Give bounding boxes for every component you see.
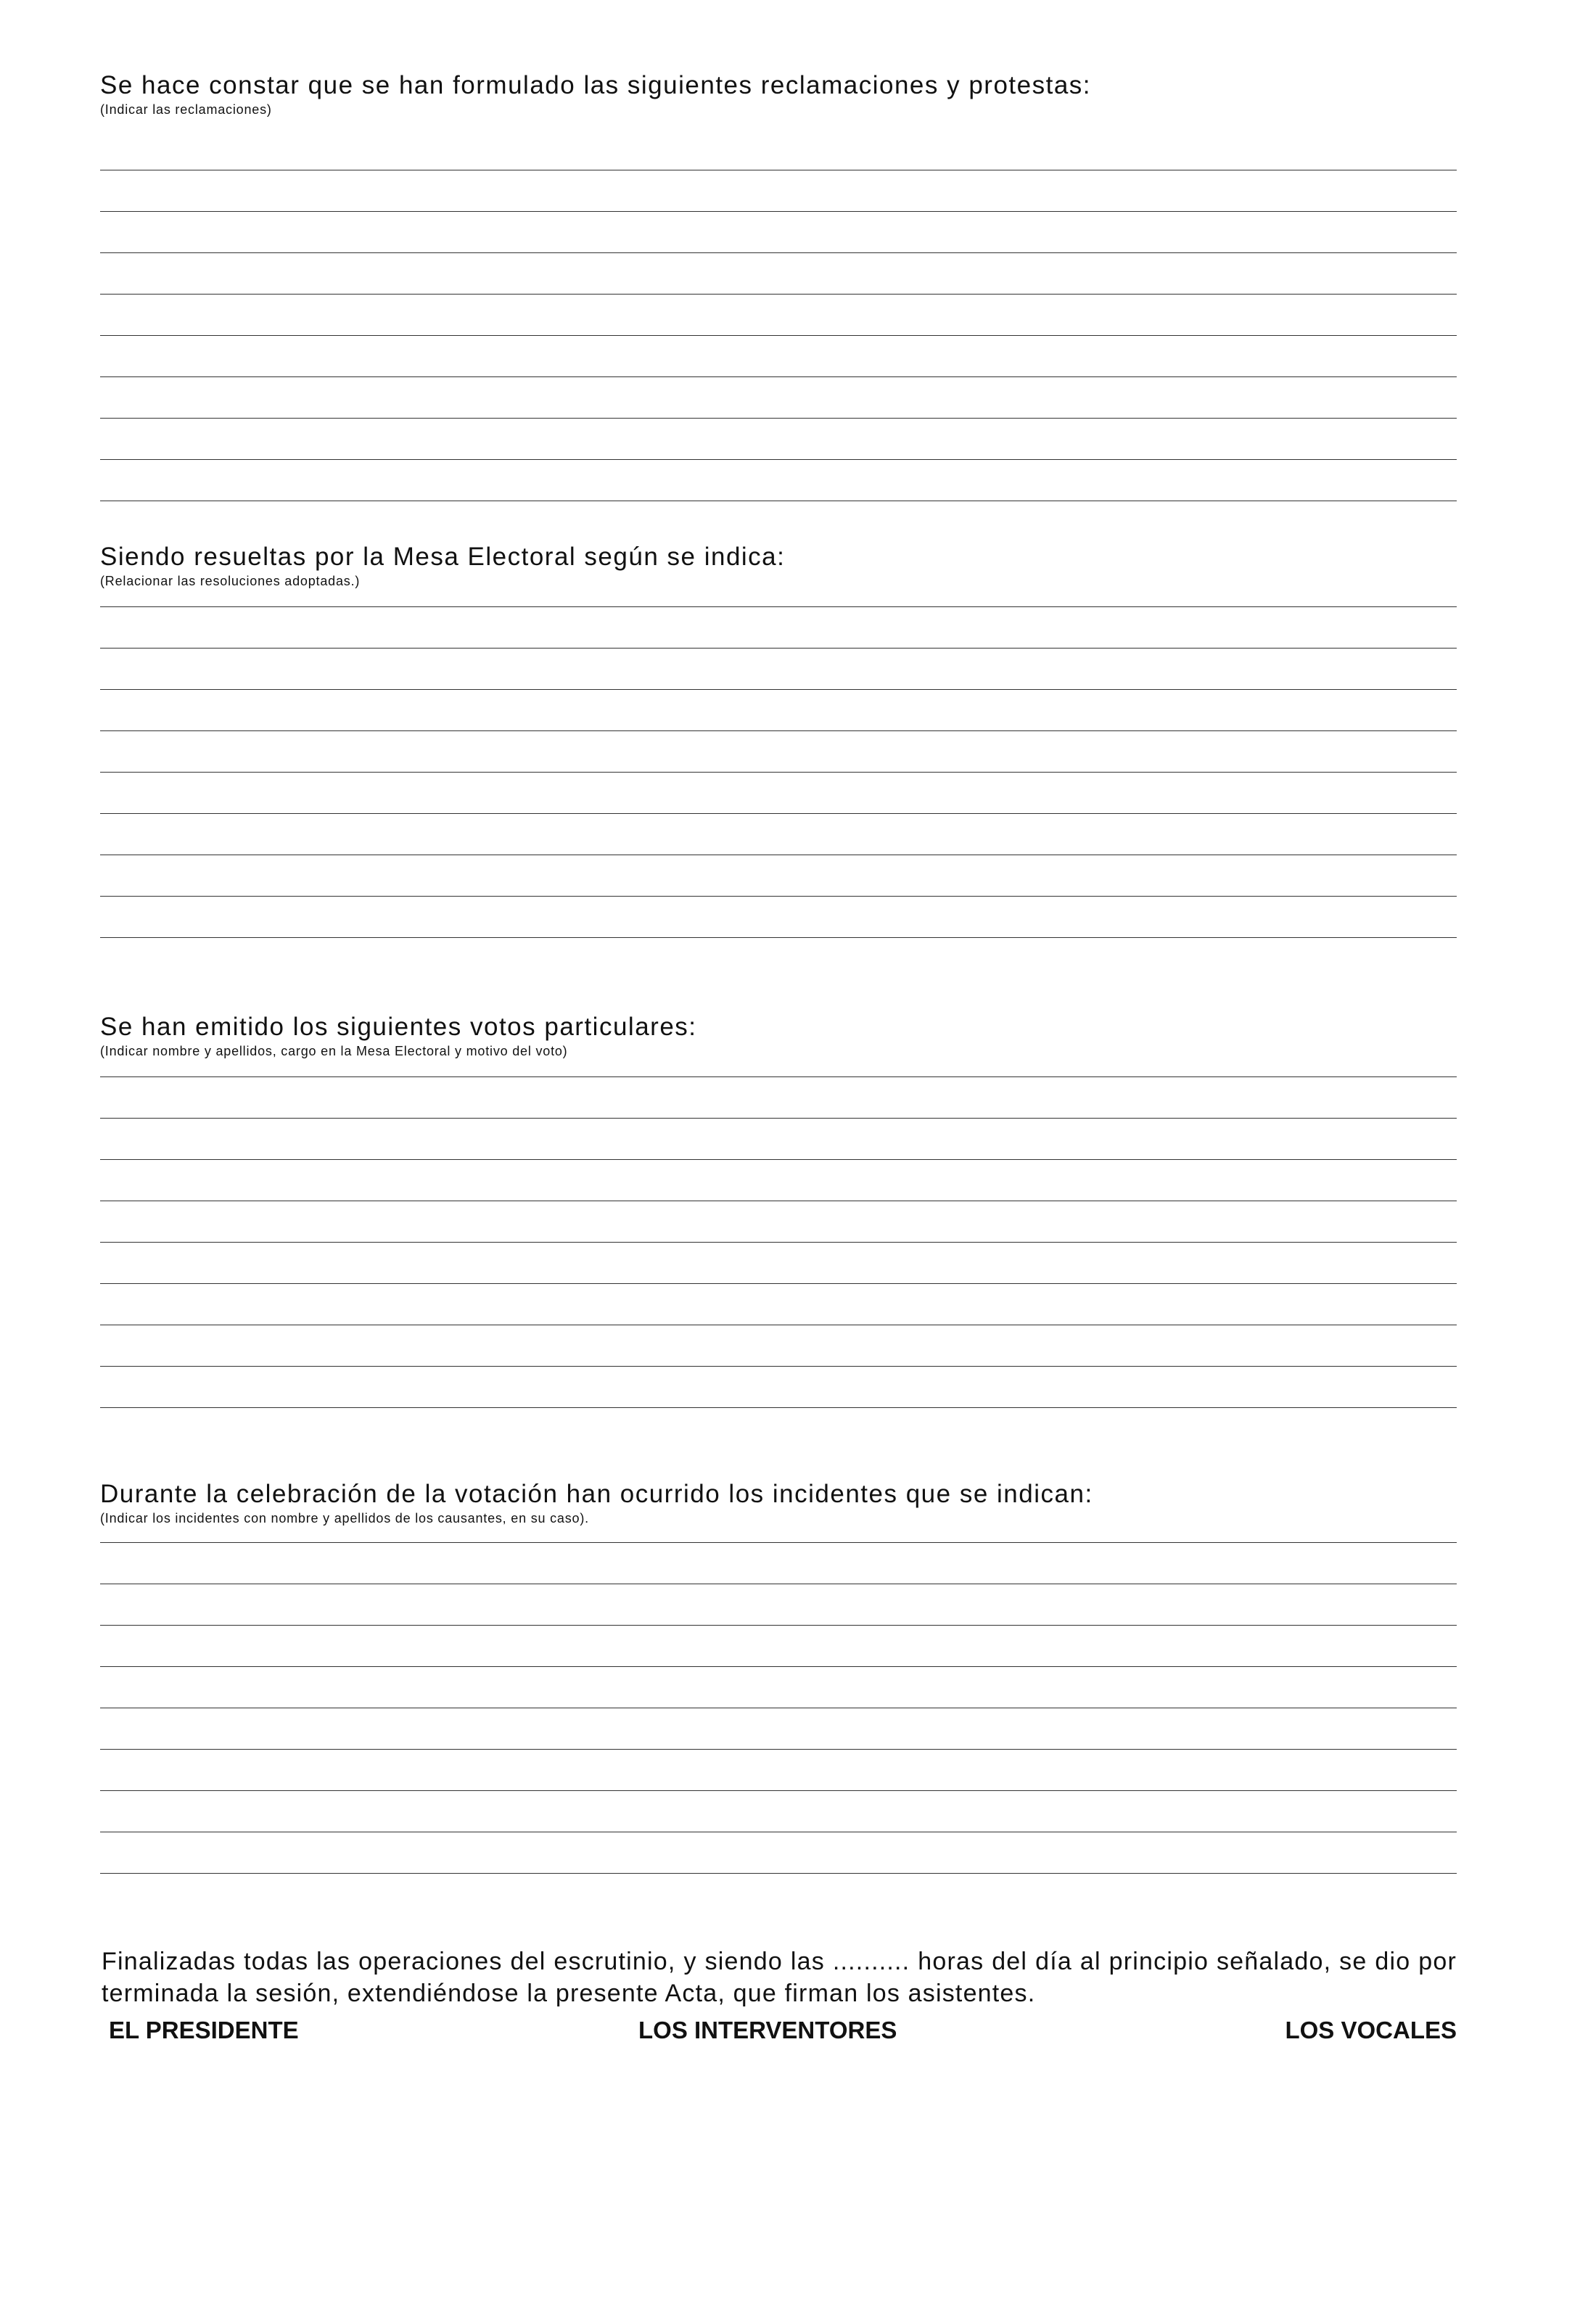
- writing-line[interactable]: [100, 1366, 1457, 1367]
- writing-line[interactable]: [100, 1790, 1457, 1791]
- signature-vocales: LOS VOCALES: [1285, 2017, 1457, 2043]
- section-note: (Relacionar las resoluciones adoptadas.): [100, 574, 361, 588]
- writing-line[interactable]: [100, 376, 1457, 377]
- writing-line[interactable]: [100, 813, 1457, 814]
- writing-line[interactable]: [100, 1283, 1457, 1284]
- section-note: (Indicar las reclamaciones): [100, 102, 272, 117]
- writing-line[interactable]: [100, 418, 1457, 419]
- closing-paragraph: Finalizadas todas las operaciones del escrutinio, y siendo las .......... horas del día al principio señalado, se dio por terminada la sesión, extendiéndose la presente Acta, que firman los asistentes.: [102, 1948, 1457, 2007]
- signature-row: [109, 2017, 1457, 2049]
- section-incidentes: [100, 1480, 1457, 1526]
- writing-line[interactable]: [100, 1625, 1457, 1626]
- signature-president: EL PRESIDENTE: [109, 2017, 299, 2043]
- writing-line[interactable]: [100, 1542, 1457, 1543]
- section-title: Se hace constar que se han formulado las siguientes reclamaciones y protestas:: [100, 71, 1092, 99]
- writing-line[interactable]: [100, 459, 1457, 460]
- writing-line[interactable]: [100, 730, 1457, 731]
- writing-line[interactable]: [100, 896, 1457, 897]
- writing-line[interactable]: [100, 1749, 1457, 1750]
- section-title: Durante la celebración de la votación han ocurrido los incidentes que se indican:: [100, 1480, 1093, 1508]
- section-resoluciones: [100, 543, 1457, 589]
- writing-line[interactable]: [100, 1242, 1457, 1243]
- section-note: (Indicar los incidentes con nombre y apellidos de los causantes, en su caso).: [100, 1511, 589, 1526]
- writing-line[interactable]: [100, 606, 1457, 607]
- section-reclamaciones: [100, 71, 1457, 118]
- writing-line[interactable]: [100, 1076, 1457, 1077]
- writing-line[interactable]: [100, 1118, 1457, 1119]
- writing-line[interactable]: [100, 772, 1457, 773]
- writing-line[interactable]: [100, 689, 1457, 690]
- writing-line[interactable]: [100, 1666, 1457, 1667]
- writing-line[interactable]: [100, 1159, 1457, 1160]
- section-title: Se han emitido los siguientes votos particulares:: [100, 1013, 697, 1041]
- signature-interventores: LOS INTERVENTORES: [638, 2017, 897, 2043]
- writing-line[interactable]: [100, 335, 1457, 336]
- section-note: (Indicar nombre y apellidos, cargo en la Mesa Electoral y motivo del voto): [100, 1044, 568, 1058]
- writing-line[interactable]: [100, 1873, 1457, 1874]
- section-votos-particulares: [100, 1013, 1457, 1059]
- writing-line[interactable]: [100, 1407, 1457, 1408]
- writing-line[interactable]: [100, 294, 1457, 295]
- writing-line[interactable]: [100, 211, 1457, 212]
- section-title: Siendo resueltas por la Mesa Electoral según se indica:: [100, 543, 786, 571]
- writing-line[interactable]: [100, 937, 1457, 938]
- writing-line[interactable]: [100, 252, 1457, 253]
- writing-line[interactable]: [100, 648, 1457, 649]
